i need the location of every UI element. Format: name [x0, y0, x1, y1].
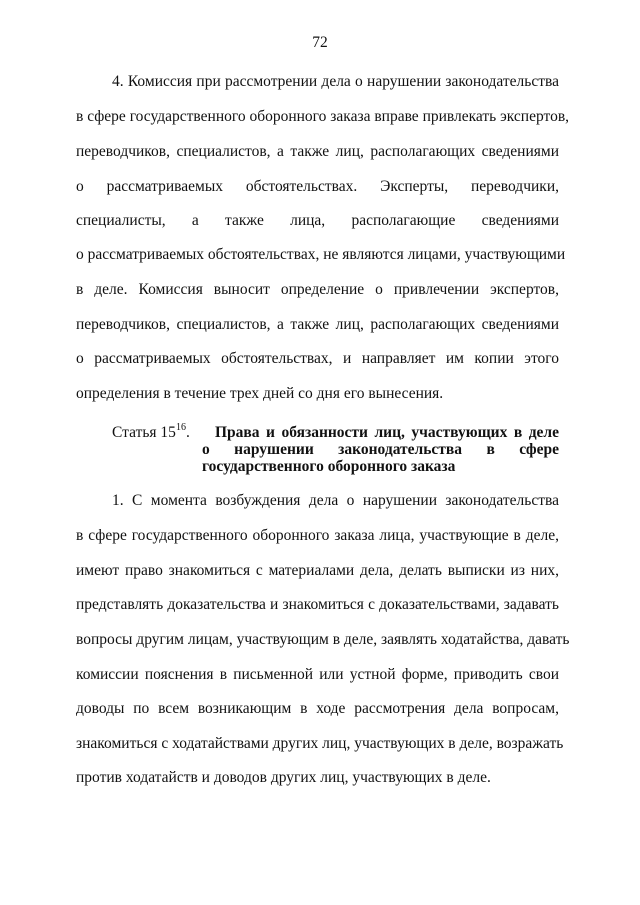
article-number: Статья $15^{16}$. — [112, 421, 190, 441]
paragraph-line: о рассматриваемых обстоятельствах, и направляет им копии этого — [76, 350, 559, 367]
article-title-line: о нарушении законодательства в сфере — [202, 441, 559, 458]
paragraph-line: вопросы другим лицам, участвующим в деле, заявлять ходатайства, давать — [76, 631, 570, 648]
paragraph-line: определения в течение трех дней со дня его вынесения. — [76, 385, 444, 402]
paragraph-line: в сфере государственного оборонного заказа вправе привлекать экспертов, — [76, 108, 570, 125]
paragraph-line: в деле. Комиссия выносит определение о привлечении экспертов, — [76, 281, 559, 298]
paragraph-line: 4. Комиссия при рассмотрении дела о нарушении законодательства — [112, 73, 559, 90]
paragraph-line: о рассматриваемых обстоятельствах. Эксперты, переводчики, — [76, 178, 559, 195]
paragraph-line: специалисты, а также лица, располагающие сведениями — [76, 212, 559, 229]
article-title-line: государственного оборонного заказа — [202, 458, 456, 475]
paragraph-line: в сфере государственного оборонного заказа лица, участвующие в деле, — [76, 527, 559, 544]
paragraph-line: имеют право знакомиться с материалами дела, делать выписки из них, — [76, 562, 559, 579]
paragraph-line: переводчиков, специалистов, а также лиц, располагающих сведениями — [76, 143, 559, 160]
paragraph-line: 1. С момента возбуждения дела о нарушении законодательства — [112, 492, 559, 509]
article-number-superscript: 16 — [175, 421, 186, 433]
paragraph-line: против ходатайств и доводов других лиц, участвующих в деле. — [76, 769, 491, 786]
page-number: 72 — [312, 34, 328, 51]
paragraph-line: знакомиться с ходатайствами других лиц, участвующих в деле, возражать — [76, 735, 564, 752]
paragraph-line: комиссии пояснения в письменной или устной форме, приводить свои — [76, 666, 559, 683]
paragraph-line: представлять доказательства и знакомиться с доказательствами, задавать — [76, 596, 559, 613]
article-title-line: Права и обязанности лиц, участвующих в деле — [215, 424, 559, 441]
paragraph-line: переводчиков, специалистов, а также лиц, располагающих сведениями — [76, 316, 559, 333]
article-label-text: Статья 15 — [112, 424, 176, 441]
paragraph-line: о рассматриваемых обстоятельствах, не являются лицами, участвующими — [76, 246, 566, 263]
paragraph-line: доводы по всем возникающим в ходе рассмотрения дела вопросам, — [76, 700, 559, 717]
